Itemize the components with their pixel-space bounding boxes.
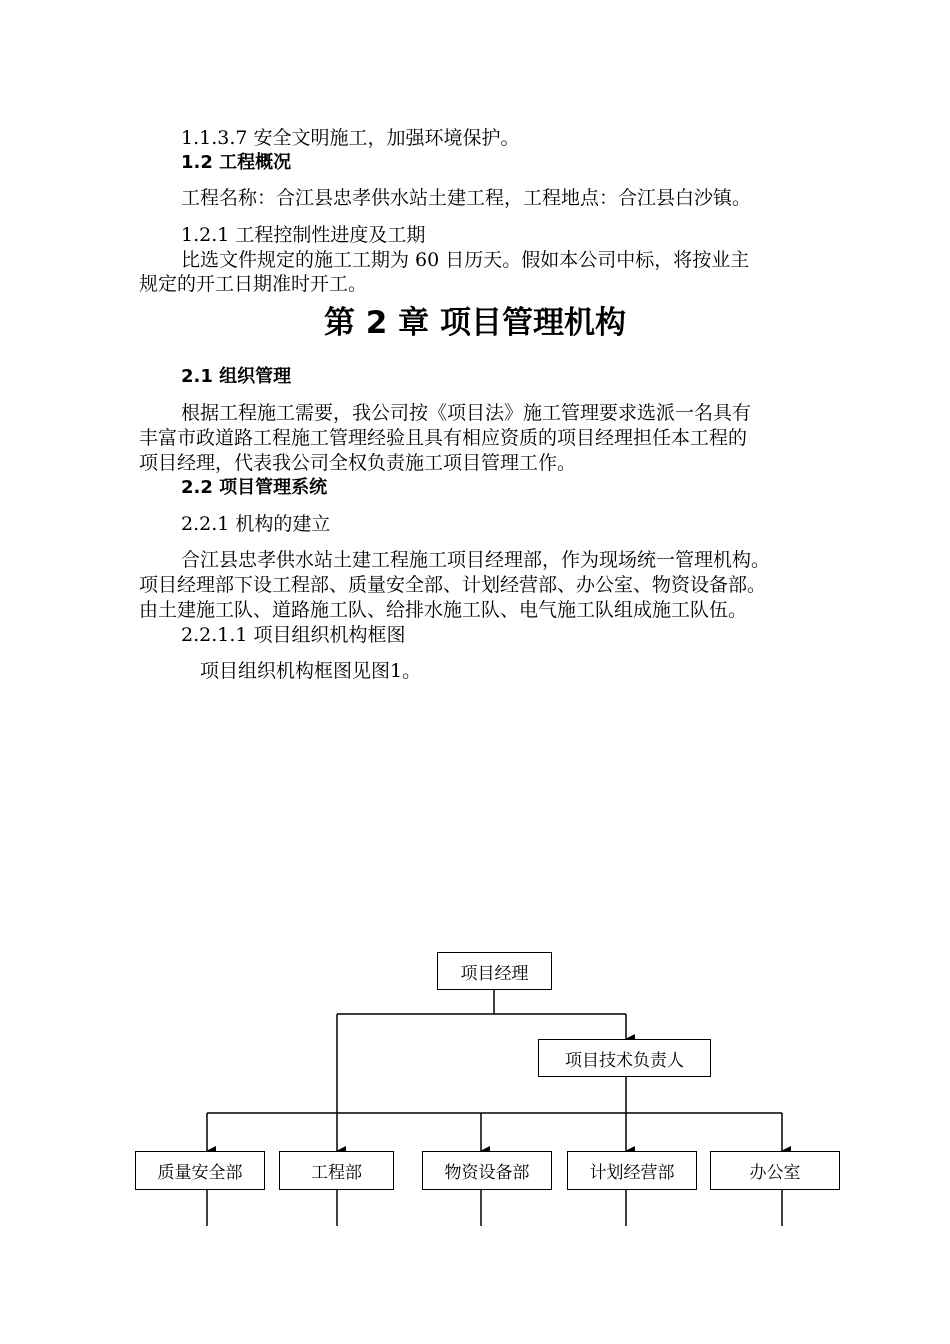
- project-info: 工程名称：合江县忠孝供水站土建工程，工程地点：合江县白沙镇。: [181, 187, 752, 209]
- schedule-line-2: 规定的开工日期准时开工。: [139, 273, 368, 295]
- org-box-materials-equipment: 物资设备部: [422, 1151, 552, 1190]
- schedule-line-1: 比选文件规定的施工工期为 60 日历天。假如本公司中标，将按业主: [181, 249, 750, 271]
- section-heading-1-2: 1.2 工程概况: [181, 152, 292, 173]
- org-box-planning-operations: 计划经营部: [567, 1151, 697, 1190]
- subsection-1-2-1: 1.2.1 工程控制性进度及工期: [181, 224, 426, 246]
- system-para-line-2: 项目经理部下设工程部、质量安全部、计划经营部、办公室、物资设备部。: [139, 574, 767, 596]
- org-box-tech-lead: 项目技术负责人: [538, 1039, 711, 1077]
- org-box-office: 办公室: [710, 1151, 840, 1190]
- figure-reference: 项目组织机构框图见图1。: [200, 660, 422, 682]
- org-para-line-2: 丰富市政道路工程施工管理经验且具有相应资质的项目经理担任本工程的: [139, 427, 748, 449]
- section-heading-2-2: 2.2 项目管理系统: [181, 477, 328, 498]
- section-heading-2-1: 2.1 组织管理: [181, 366, 292, 387]
- subsection-2-2-1-1: 2.2.1.1 项目组织机构框图: [181, 624, 406, 646]
- org-para-line-3: 项目经理，代表我公司全权负责施工项目管理工作。: [139, 452, 577, 474]
- item-1137: 1.1.3.7 安全文明施工，加强环境保护。: [181, 127, 520, 149]
- org-box-quality-safety: 质量安全部: [135, 1151, 265, 1190]
- org-box-engineering: 工程部: [279, 1151, 394, 1190]
- system-para-line-1: 合江县忠孝供水站土建工程施工项目经理部，作为现场统一管理机构。: [181, 549, 771, 571]
- chapter-title: 第 2 章 项目管理机构: [324, 305, 626, 341]
- org-para-line-1: 根据工程施工需要，我公司按《项目法》施工管理要求选派一名具有: [181, 402, 752, 424]
- org-box-manager: 项目经理: [437, 952, 552, 990]
- system-para-line-3: 由土建施工队、道路施工队、给排水施工队、电气施工队组成施工队伍。: [139, 599, 748, 621]
- subsection-2-2-1: 2.2.1 机构的建立: [181, 513, 331, 535]
